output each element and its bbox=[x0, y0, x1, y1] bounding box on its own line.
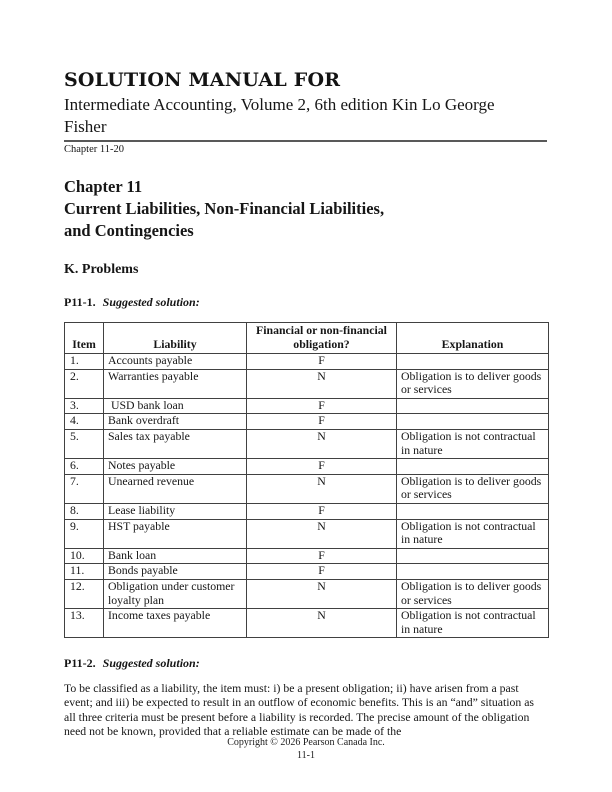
col-header-explanation: Explanation bbox=[397, 323, 549, 354]
cell-item: 2. bbox=[65, 369, 104, 398]
chapter-title-line-1: Current Liabilities, Non-Financial Liabilities, bbox=[64, 199, 385, 218]
cell-explanation bbox=[397, 503, 549, 519]
solution-paragraph: To be classified as a liability, the item must: i) be a present obligation; ii) have arisen from a past event; and iii) be expected to result in an outflow of economic benefits. This is an “and” situation as all three criteria must be present before a liability is recorded. The precise amount of the obligation need not be known, provided that a reliable estimate can be made of the bbox=[64, 682, 534, 738]
cell-item: 1. bbox=[65, 354, 104, 370]
cell-explanation bbox=[397, 564, 549, 580]
cell-type: N bbox=[247, 579, 397, 608]
book-title-line-1: Intermediate Accounting, Volume 2, 6th edition Kin Lo George bbox=[64, 95, 495, 114]
col-header-type: Financial or non-financial obligation? bbox=[247, 323, 397, 354]
cell-item: 5. bbox=[65, 429, 104, 458]
table-row bbox=[65, 609, 549, 638]
cell-explanation: Obligation is to deliver goods or services bbox=[397, 474, 549, 503]
problem-label: P11-1. bbox=[64, 295, 96, 309]
book-title bbox=[64, 94, 547, 137]
problem-p11-1-heading bbox=[64, 295, 547, 309]
manual-title: SOLUTION MANUAL FOR bbox=[64, 69, 341, 91]
section-heading: K. Problems bbox=[64, 262, 139, 277]
cell-type: F bbox=[247, 459, 397, 475]
cell-liability: Income taxes payable bbox=[104, 609, 247, 638]
chapter-heading bbox=[64, 176, 547, 242]
chapter-title-line-2: and Contingencies bbox=[64, 221, 194, 240]
cell-explanation bbox=[397, 354, 549, 370]
table-row bbox=[65, 503, 549, 519]
cell-explanation: Obligation is to deliver goods or services bbox=[397, 369, 549, 398]
cell-explanation bbox=[397, 398, 549, 414]
cell-item: 8. bbox=[65, 503, 104, 519]
cell-liability: HST payable bbox=[104, 519, 247, 548]
cell-type: N bbox=[247, 609, 397, 638]
table-row bbox=[65, 369, 549, 398]
cell-type: N bbox=[247, 474, 397, 503]
col-header-liability: Liability bbox=[104, 323, 247, 354]
cell-item: 6. bbox=[65, 459, 104, 475]
problem-label: P11-2. bbox=[64, 656, 96, 671]
table-row bbox=[65, 398, 549, 414]
cell-type: F bbox=[247, 414, 397, 430]
cell-item: 3. bbox=[65, 398, 104, 414]
book-title-line-2: Fisher bbox=[64, 116, 107, 136]
cell-explanation: Obligation is to deliver goods or services bbox=[397, 579, 549, 608]
table-row bbox=[65, 459, 549, 475]
cell-liability: Sales tax payable bbox=[104, 429, 247, 458]
problem-subtitle: Suggested solution: bbox=[102, 656, 200, 671]
cell-explanation: Obligation is not contractual in nature bbox=[397, 609, 549, 638]
cell-item: 10. bbox=[65, 548, 104, 564]
cell-explanation bbox=[397, 414, 549, 430]
cell-type: F bbox=[247, 398, 397, 414]
table-row bbox=[65, 474, 549, 503]
cell-liability: Obligation under customer loyalty plan bbox=[104, 579, 247, 608]
chapter-range: Chapter 11-20 bbox=[64, 144, 124, 155]
cell-liability: Notes payable bbox=[104, 459, 247, 475]
table-row bbox=[65, 519, 549, 548]
cell-explanation: Obligation is not contractual in nature bbox=[397, 429, 549, 458]
cell-item: 11. bbox=[65, 564, 104, 580]
cell-type: F bbox=[247, 564, 397, 580]
copyright-line: Copyright © 2026 Pearson Canada Inc. bbox=[227, 737, 385, 748]
cell-type: N bbox=[247, 369, 397, 398]
cell-liability: Warranties payable bbox=[104, 369, 247, 398]
table-row bbox=[65, 354, 549, 370]
cell-type: N bbox=[247, 519, 397, 548]
cell-liability: Bonds payable bbox=[104, 564, 247, 580]
cell-liability: Bank loan bbox=[104, 548, 247, 564]
cell-type: F bbox=[247, 548, 397, 564]
col-header-item: Item bbox=[65, 323, 104, 354]
cell-type: F bbox=[247, 503, 397, 519]
cell-liability: Bank overdraft bbox=[104, 414, 247, 430]
cell-type: N bbox=[247, 429, 397, 458]
cell-explanation: Obligation is not contractual in nature bbox=[397, 519, 549, 548]
cell-explanation bbox=[397, 548, 549, 564]
table-row bbox=[65, 579, 549, 608]
cell-item: 13. bbox=[65, 609, 104, 638]
cell-liability: Lease liability bbox=[104, 503, 247, 519]
table-row bbox=[65, 564, 549, 580]
cell-explanation bbox=[397, 459, 549, 475]
cell-liability: Accounts payable bbox=[104, 354, 247, 370]
table-header-row bbox=[65, 323, 549, 354]
page-number: 11-1 bbox=[297, 749, 315, 761]
table-row bbox=[65, 414, 549, 430]
cell-liability: Unearned revenue bbox=[104, 474, 247, 503]
cell-liability: USD bank loan bbox=[104, 398, 247, 414]
page-footer bbox=[0, 737, 612, 762]
cell-item: 9. bbox=[65, 519, 104, 548]
cell-item: 7. bbox=[65, 474, 104, 503]
cell-type: F bbox=[247, 354, 397, 370]
liability-classification-table bbox=[64, 322, 549, 638]
chapter-number: Chapter 11 bbox=[64, 177, 143, 196]
table-row bbox=[65, 548, 549, 564]
header-rule bbox=[64, 140, 547, 142]
cell-item: 4. bbox=[65, 414, 104, 430]
problem-p11-2-heading bbox=[64, 656, 547, 670]
table-row bbox=[65, 429, 549, 458]
cell-item: 12. bbox=[65, 579, 104, 608]
problem-subtitle: Suggested solution: bbox=[102, 295, 200, 309]
